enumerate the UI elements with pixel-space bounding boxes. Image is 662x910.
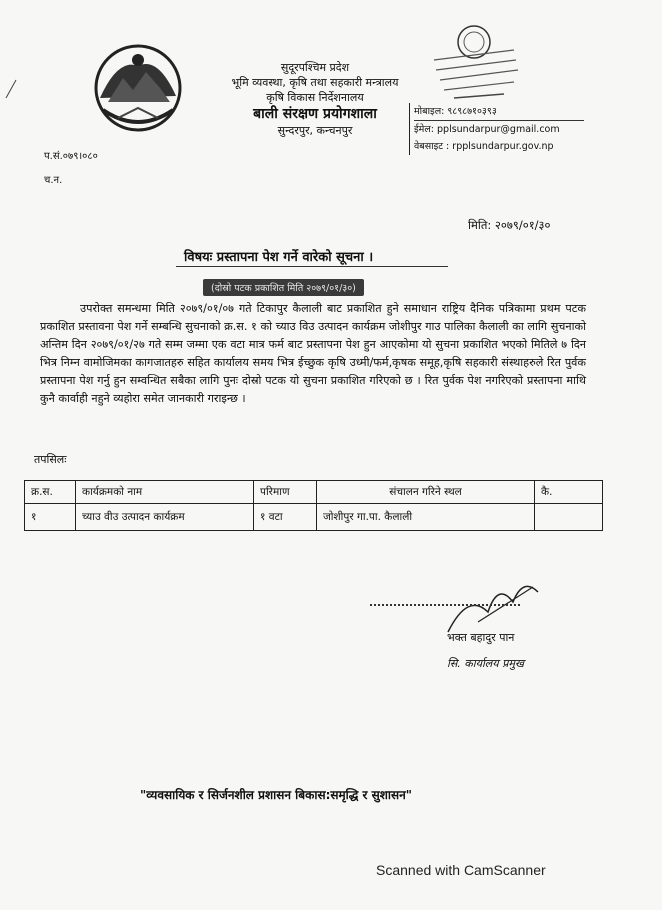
subject-underline xyxy=(176,266,448,267)
notice-subject: विषयः प्रस्तापना पेश गर्ने वारेको सूचना । xyxy=(184,250,374,265)
office-slogan: "व्यवसायिक र सिर्जनशील प्रशासन बिकास:समृद्धि र सुशासन" xyxy=(140,788,413,802)
contact-website: वेबसाइट : rpplsundarpur.gov.np xyxy=(414,141,554,152)
notice-date: मिति: २०७९/०१/३० xyxy=(468,218,551,232)
col-serial: क्र.स. xyxy=(25,481,76,504)
table-row xyxy=(25,504,603,531)
header-location: सुन्दरपुर, कन्चनपुर xyxy=(277,124,353,137)
table-header-row xyxy=(25,481,603,504)
second-publication-badge: (दोस्रो पटक प्रकाशित मिति २०७९/०१/३०) xyxy=(203,279,364,296)
contact-email: ईमेल: pplsundarpur@gmail.com xyxy=(414,124,560,135)
office-header xyxy=(200,60,430,138)
reference-number: प.सं.०७९।०८० xyxy=(44,151,98,162)
header-directorate: कृषि विकास निर्देशनालय xyxy=(266,91,364,104)
col-location: संचालन गरिने स्थल xyxy=(317,481,535,504)
dispatch-number: च.न. xyxy=(44,175,63,186)
header-province: सुदूरपश्चिम प्रदेश xyxy=(280,61,350,74)
program-table xyxy=(24,480,603,531)
header-ministry: भूमि व्यवस्था, कृषि तथा सहकारी मन्त्रालय xyxy=(231,76,399,89)
cell-location: जोशीपुर गा.पा. कैलाली xyxy=(317,504,535,531)
cell-program-name: च्याउ वीउ उत्पादन कार्यक्रम xyxy=(76,504,254,531)
col-remarks: कै. xyxy=(535,481,603,504)
signatory-designation: सि. कार्यालय प्रमुख xyxy=(447,657,524,670)
margin-pen-mark xyxy=(4,78,18,100)
cell-remarks xyxy=(535,504,603,531)
notice-body: उपरोक्त समन्धमा मिति २०७९/०१/०७ गते टिकापुर कैलाली बाट प्रकाशित हुने समाधान राष्ट्रिय दैनिक पत्रिकामा प्रथम पटक प्रकाशित प्रस्तावना पेश गर्ने सम्बन्धि सुचनाको क्र.स. १ को च्याउ विउ उत्पादन कार्यक्रम जोशीपुर गाउ पालिका कैलाली का लागि सुचनाको अन्तिम दिन २०७९/०१/२७ गते सम्म जम्मा एक वटा मात्र फर्म बाट प्रस्तापना पेश हुन आएकोमा यो सुचना प्रकाशित भएको मितिले ७ दिन भित्र निम्न वामोजिमका कागजातहरु सहित कार्यालय समय भित्र ईच्छुक कृषि उध्मी/फर्म,कृषक समूह,कृषि सहकारी संस्थाहरुले रित पुर्वक प्रस्तापना पेश गर्नु हुन सम्वन्धित सबैका लागि पुनः दोस्रो पटक यो सुचना प्रकाशित गरिएको छ । रित पुर्वक पेश नगरिएको प्रस्तापना माथि कुनै कार्वाही नहुने व्यहोरा समेत जानकारी गराइन्छ । xyxy=(40,302,586,405)
cell-quantity: १ वटा xyxy=(254,504,317,531)
received-stamp-icon xyxy=(414,20,534,110)
signatory-name: भक्त बहादुर पान xyxy=(447,631,515,644)
nepal-emblem-icon xyxy=(88,38,188,136)
details-label: तपसिलः xyxy=(34,453,67,466)
col-program-name: कार्यक्रमको नाम xyxy=(76,481,254,504)
cell-serial: १ xyxy=(25,504,76,531)
col-quantity: परिमाण xyxy=(254,481,317,504)
header-office-name: बाली संरक्षण प्रयोगशाला xyxy=(253,106,377,122)
signature-line xyxy=(370,604,520,606)
contact-mobile: मोबाइल: ९८९८७१०३९३ xyxy=(414,106,497,117)
contact-box xyxy=(409,103,584,155)
scanner-watermark: Scanned with CamScanner xyxy=(376,862,546,878)
